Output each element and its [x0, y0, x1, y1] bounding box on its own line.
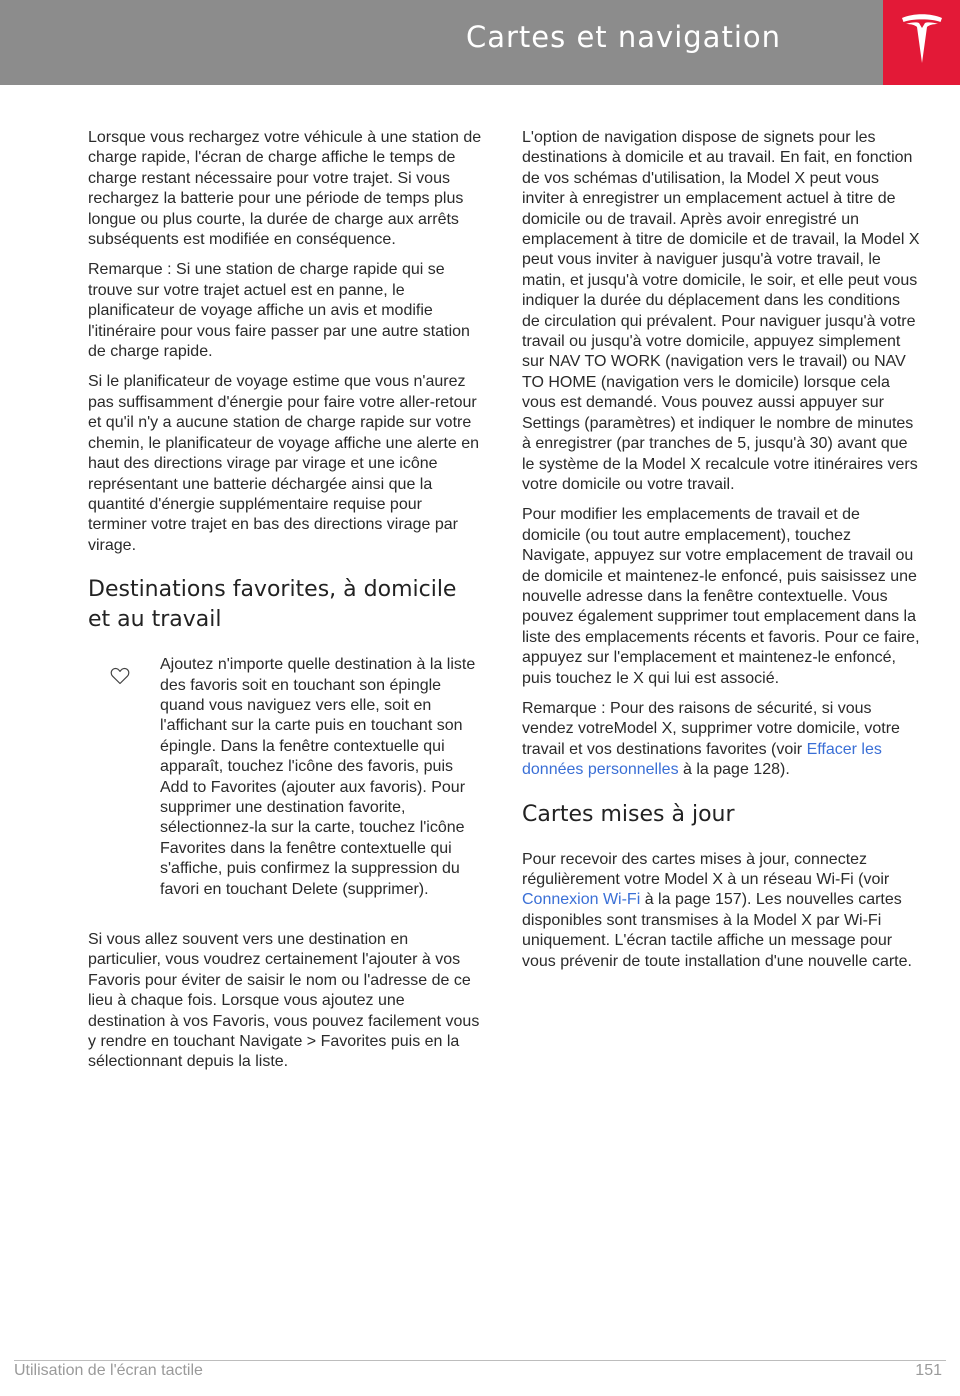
left-column [88, 128, 484, 1083]
right-column [522, 128, 922, 982]
heading-map-updates: Cartes mises à jour [522, 801, 735, 827]
header-bar [0, 0, 883, 85]
map-updates-text-1: Pour recevoir des cartes mises à jour, connectez régulièrement votre Model X à un réseau Wi-Fi (voir [522, 850, 890, 888]
heart-icon [110, 667, 130, 685]
favorites-instructions: Ajoutez n'importe quelle destination à la liste des favoris soit en touchant son épingle quand vous naviguez vers elle, soit en l'affichant sur la carte puis en touchant son épingle. Dans la fenêtre contextuelle qui apparaît, touchez l'icône des favoris, puis Add to Favorites (ajouter aux favoris). Pour supprimer une destination favorite, sélectionnez-la sur la carte, touchez l'icône Favorites dans la fenêtre contextuelle qui s'affiche, puis confirmez la suppression du favori en touchant Delete (supprimer). [160, 656, 476, 898]
favorites-icon-cell [88, 655, 160, 910]
map-updates-text-2: à la page 157). Les nouvelles cartes disponibles sont transmises à la Model X par Wi-Fi uniquement. L'écran tactile affiche un message pour vous prévenir de toute installation d'une nouvelle carte. [522, 891, 912, 970]
paragraph-map-updates [522, 850, 922, 972]
paragraph-favorites-usage: Si vous allez souvent vers une destination en particulier, vous voudrez certainement l'ajouter à vos Favoris pour éviter de saisir le nom ou l'adresse de ce lieu à chaque fois. Lorsque vous ajoutez une destination à vos Favoris, vous pouvez facilement vous y rendre en touchant Navigate > Favorites puis en la sélectionnant depuis la liste. [88, 931, 480, 1071]
heading-favorites: Destinations favorites, à domicile et au travail [88, 577, 457, 633]
footer-section-name: Utilisation de l'écran tactile [14, 1362, 203, 1379]
paragraph-energy-alert: Si le planificateur de voyage estime que vous n'aurez pas suffisamment d'énergie pour faire votre aller-retour et qu'il n'y a aucune station de charge rapide sur votre chemin, le planificateur de voyage affiche une alerte en haut des directions virage par virage et une icône représentant une batterie déchargée ainsi que la quantité d'énergie supplémentaire requise pour terminer votre trajet en bas des directions virage par virage. [88, 373, 480, 554]
note-privacy-text-2: à la page 128). [678, 761, 790, 779]
favorites-callout [88, 655, 484, 910]
link-wifi-connection[interactable]: Connexion Wi-Fi [522, 891, 641, 909]
paragraph-edit-locations: Pour modifier les emplacements de travail et de domicile (ou tout autre emplacement), touchez Navigate, appuyez sur votre emplacement de travail ou de domicile et maintenez-le enfoncé, puis saisissez une nouvelle adresse dans la fenêtre contextuelle. Vous pouvez également supprimer tout emplacement dans la liste des emplacements récents et favoris. Pour ce faire, appuyez sur l'emplacement et maintenez-le enfoncé, puis touchez le X qui lui est associé. [522, 506, 920, 687]
paragraph-charge-time: Lorsque vous rechargez votre véhicule à une station de charge rapide, l'écran de charge affiche le temps de charge restant nécessaire pour votre trajet. Si vous rechargez la batterie pour une période de temps plus longue ou plus courte, la durée de charge aux arrêts subséquents est modifiée en conséquence. [88, 129, 482, 249]
tesla-logo-icon [899, 14, 945, 66]
note-station-offline: Remarque : Si une station de charge rapide qui se trouve sur votre trajet actuel est en panne, le planificateur de voyage affiche un avis et modifie l'itinéraire pour vous faire passer par une autre station de charge rapide. [88, 261, 470, 361]
page-title: Cartes et navigation [465, 20, 781, 54]
paragraph-home-work: L'option de navigation dispose de signets pour les destinations à domicile et au travail. En fait, en fonction de vos schémas d'utilisation, la Model X peut vous inviter à enregistrer un emplacement actuel à titre de domicile ou de travail. Après avoir enregistré un emplacement à titre de domicile et de travail, la Model X peut vous inviter à naviguer jusqu'à votre travail, le matin, et jusqu'à votre domicile, le soir, et elle peut vous indiquer la durée du déplacement dans les conditions de circulation qui prévalent. Pour naviguer jusqu'à votre travail ou jusqu'à votre domicile, appuyez simplement sur NAV TO WORK (navigation vers le travail) ou NAV TO HOME (navigation vers le domicile) lorsque cela vous est demandé. Vous pouvez aussi appuyer sur Settings (paramètres) et indiquer le nombre de minutes à enregistrer (par tranches de 5, jusqu'à 30) avant que le système de la Model X recalcule votre itinéraires vers votre domicile ou votre travail. [522, 129, 920, 493]
note-privacy-text-1: Remarque : Pour des raisons de sécurité, si vous vendez votreModel X, supprimer votre domicile, votre travail et vos destinations favorites (voir [522, 699, 900, 758]
link-erase-personal-data[interactable]: Effacer les données personnelles [522, 740, 882, 779]
brand-badge [883, 0, 960, 85]
page-number: 151 [915, 1362, 942, 1379]
footer-divider [14, 1360, 946, 1361]
note-privacy [522, 699, 922, 781]
